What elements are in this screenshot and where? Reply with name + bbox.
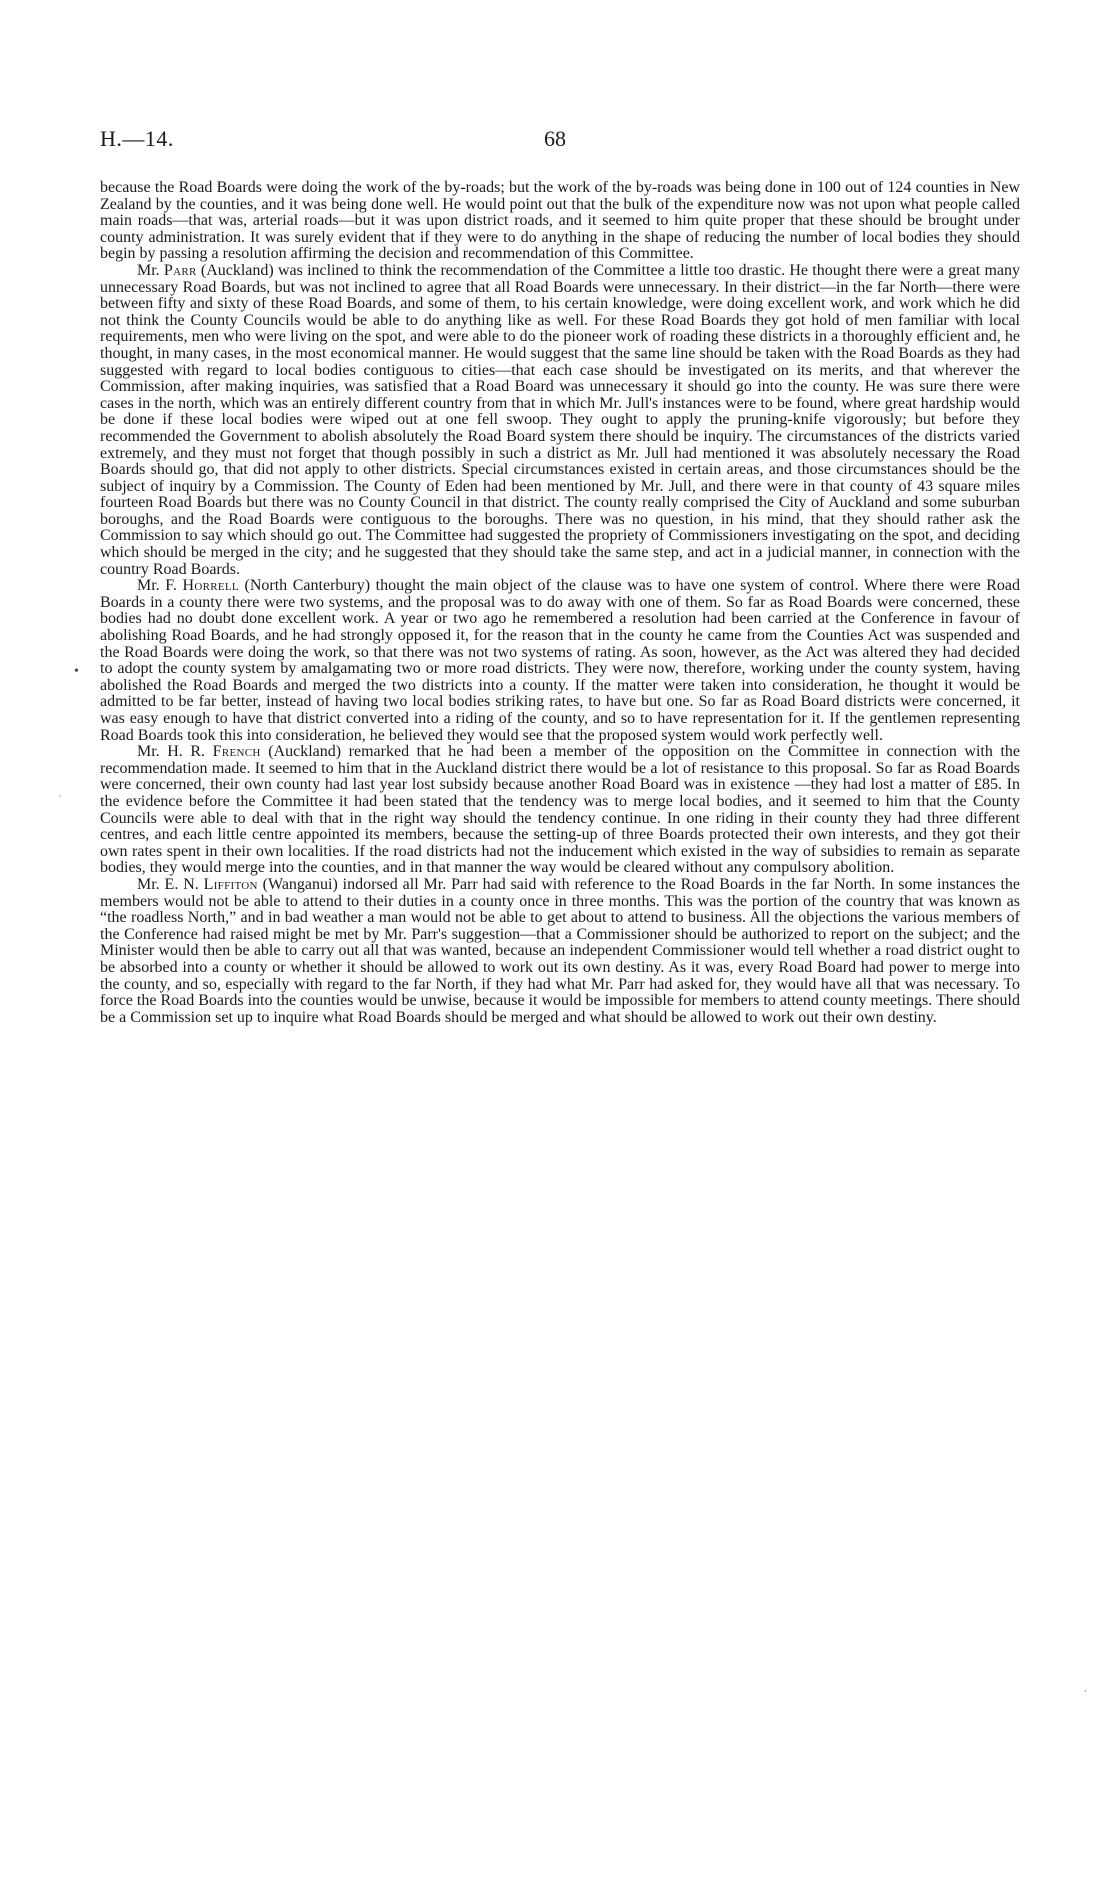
speaker-name: Liffiton [203,875,258,893]
speaker-prefix: Mr. [137,261,164,279]
paragraph-horrell [100,578,1020,744]
paragraph-text: (Wanganui) indorsed all Mr. Parr had said with reference to the Road Boards in the far North. In some instances the members would not be able to attend to their duties in a county once in three months. This was the portion of the country that was known as “the roadless North,” and in bad weather a man would not be able to get about to attend to business. All the objections the various members of the Conference had raised might be met by Mr. Parr's suggestion—that a Commissioner should be authorized to report on the subject; and the Minister would then be able to carry out all that was wanted, because an independent Commissioner would tell whether a road district ought to be absorbed into a county or whether it should be allowed to work out its own destiny. As it was, every Road Board had power to merge into the county, and so, especially with regard to the far North, if they had what Mr. Parr had asked for, they would have all that was necessary. To force the Road Boards into the counties would be unwise, because it would be impossible for members to attend county meetings. There should be a Commission set up to inquire what Road Boards should be merged and what should be allowed to work out their own destiny. [100,875,1021,1026]
paragraph-text: because the Road Boards were doing the work of the by-roads; but the work of the by-roads was being done in 100 out of 124 counties in New Zealand by the counties, and it was being done well. He would point out that the bulk of the expenditure now was not upon what people called main roads—that was, arterial roads—but it was upon district roads, and it seemed to him quite proper that these should be brought under county administration. It was surely evident that if they were to do anything in the shape of reducing the number of local bodies they should begin by passing a resolution affirming the decision and recommendation of this Committee. [100,179,1020,263]
page-number: 68 [544,126,566,151]
paragraph-parr [100,263,1020,578]
speaker-prefix: Mr. E. N. [137,875,204,893]
speaker-name: Horrell [182,577,239,595]
paragraph-liffiton [100,877,1020,1026]
speaker-prefix: Mr. H. R. [137,743,213,761]
speaker-prefix: Mr. F. [137,577,183,595]
paragraph-continuation [100,180,1020,263]
body-text [100,180,1020,1026]
margin-tick-mark: ‵ [1084,1688,1087,1702]
document-reference: H.—14. [100,126,174,151]
paragraph-text: (North Canterbury) thought the main object of the clause was to have one system of control. Where there were Road Boards in a county there were two systems, and the proposal was to do away with one of them. So far as Road Boards were concerned, these bodies had no doubt done excellent work. A year or two ago he remembered a resolution had been carried at the Conference in favour of abolishing Road Boards, and he had strongly opposed it, for the reason that in the county he came from the Counties Act was suspended and the Road Boards were doing the work, so that there was not two systems of rating. As soon, however, as the Act was altered they had decided to adopt the county system by amalgamating two or more road districts. They were now, therefore, working under the county system, having abolished the Road Boards and merged the two districts into a county. If the matter were taken into consideration, he thought it would be admitted to be far better, instead of having two local bodies striking rates, to have but one. So far as Road Board districts were concerned, it was easy enough to have that district converted into a riding of the county, and so to have representation for it. If the gentlemen representing Road Boards took this into consideration, he believed they would see that the proposed system would work perfectly well. [100,577,1020,744]
speaker-name: Parr [163,261,197,279]
paragraph-text: (Auckland) remarked that he had been a member of the opposition on the Committee in connection with the recommendation made. It seemed to him that in the Auckland district there would be a lot of resistance to this proposal. So far as Road Boards were concerned, their own county had last year lost subsidy because another Road Board was in existence —they had lost a matter of £85. In the evidence before the Committee it had been stated that the tendency was to merge local bodies, and it seemed to him that the County Councils were able to deal with that in the right way should the tendency continue. In one riding in their county they had three different centres, and each little centre appointed its members, because the setting-up of three Boards protected their own interests, and they got their own rates spent in their own localities. If the road districts had not the inducement which existed in the way of subsidies to remain as separate bodies, they would merge into the counties, and in that manner the way would be cleared without any compulsory abolition. [100,743,1021,877]
margin-bullet-mark: • [74,664,79,679]
paragraph-text: (Auckland) was inclined to think the recommendation of the Committee a little too drastic. He thought there were a great many unnecessary Road Boards, but was not inclined to agree that all Road Boards were unnecessary. In their district—in the far North—there were between fifty and sixty of these Road Boards, and some of them, to his certain knowledge, were doing excellent work, and work which he did not think the County Councils would be able to do anything like as well. For these Road Boards they got hold of men familiar with local requirements, men who were living on the spot, and were able to do the pioneer work of roading these districts in a thoroughly efficient and, he thought, in many cases, in the most economical manner. He would suggest that the same line should be taken with the Road Boards as they had suggested with regard to local bodies contiguous to cities—that each case should be investigated on its merits, and that wherever the Commission, after making inquiries, was satisfied that a Road Board was unnecessary it should go into the county. He was sure there were cases in the north, which was an entirely different country from that in which Mr. Jull's instances were to be found, where great hardship would be done if these local bodies were wiped out at one fell swoop. They ought to apply the pruning-knife vigorously; but before they recommended the Government to abolish absolutely the Road Board system there should be inquiry. The circumstances of the districts varied extremely, and they must not forget that though possibly in such a district as Mr. Jull had mentioned it was absolutely necessary the Road Boards should go, that did not apply to other districts. Special circumstances existed in certain areas, and those circumstances should be the subject of inquiry by a Commission. The County of Eden had been mentioned by Mr. Jull, and there were in that county of 43 square miles fourteen Road Boards but there was no County Council in that district. The county really comprised the City of Auckland and some suburban boroughs, and the Road Boards were contiguous to the boroughs. There was no question, in his mind, that they should rather ask the Commission to say which should go out. The Committee had suggested the propriety of Commissioners investigating on the spot, and deciding which should be merged in the city; and he suggested that they should take the same step, and act in a judicial manner, in connection with the country Road Boards. [100,261,1021,578]
margin-speck-mark: · [58,792,62,803]
speaker-name: French [212,743,261,761]
page-header [100,126,1015,156]
paragraph-french [100,744,1020,877]
